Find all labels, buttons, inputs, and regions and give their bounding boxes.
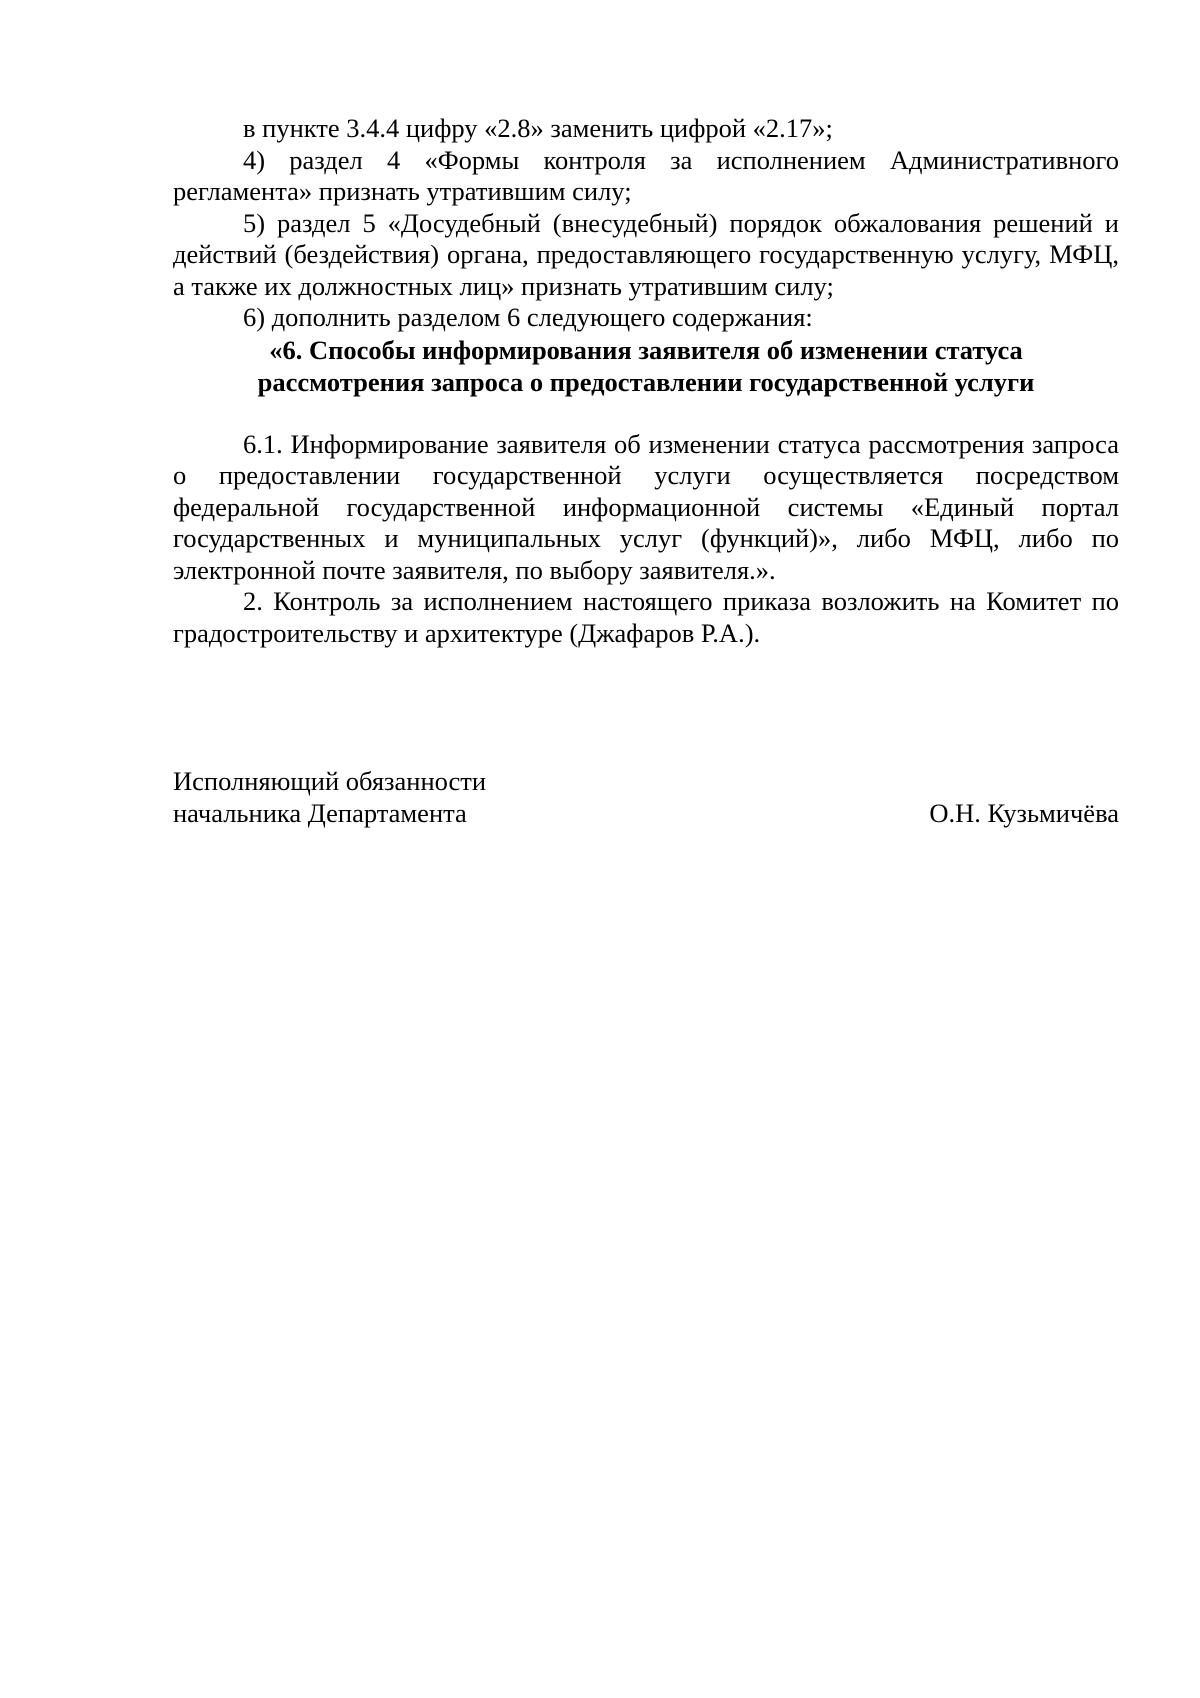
paragraph-point-3-4-4: в пункте 3.4.4 цифру «2.8» заменить цифрой «2.17»; [243,113,833,143]
paragraph-item-4: 4) раздел 4 «Формы контроля за исполнением Административного регламента» признать утратившим силу; [173,144,1119,206]
signature-position-line-1: Исполняющий обязанности [173,766,487,796]
signature-position-line-2: начальника Департамента [173,797,467,828]
section-6-heading-line-2: рассмотрения запроса о предоставлении государственной услуги [257,366,1035,397]
document-body [173,113,1119,649]
paragraph-item-5: 5) раздел 5 «Досудебный (внесудебный) порядок обжалования решений и действий (бездействия) органа, предоставляющего государственную услугу, МФЦ, а также их должностных лиц» признать утратившим силу; [173,207,1119,301]
signatory-name: О.Н. Кузьмичёва [929,797,1119,828]
signature-row [173,798,1119,830]
signature-block [173,766,1119,829]
section-6-heading [173,334,1119,398]
paragraph-item-6: 6) дополнить разделом 6 следующего содержания: [243,302,813,332]
spacer [173,398,1119,429]
section-6-heading-line-1: «6. Способы информирования заявителя об изменении статуса [269,334,1023,365]
paragraph-control-clause: 2. Контроль за исполнением настоящего приказа возложить на Комитет по градостроительству и архитектуре (Джафаров Р.А.). [173,586,1119,648]
paragraph-section-6-1: 6.1. Информирование заявителя об изменении статуса рассмотрения запроса о предоставлении государственной услуги осуществляется посредством федеральной государственной информационной системы «Единый портал государственных и муниципальных услуг (функций)», либо МФЦ, либо по электронной почте заявителя, по выбору заявителя.». [173,428,1119,585]
